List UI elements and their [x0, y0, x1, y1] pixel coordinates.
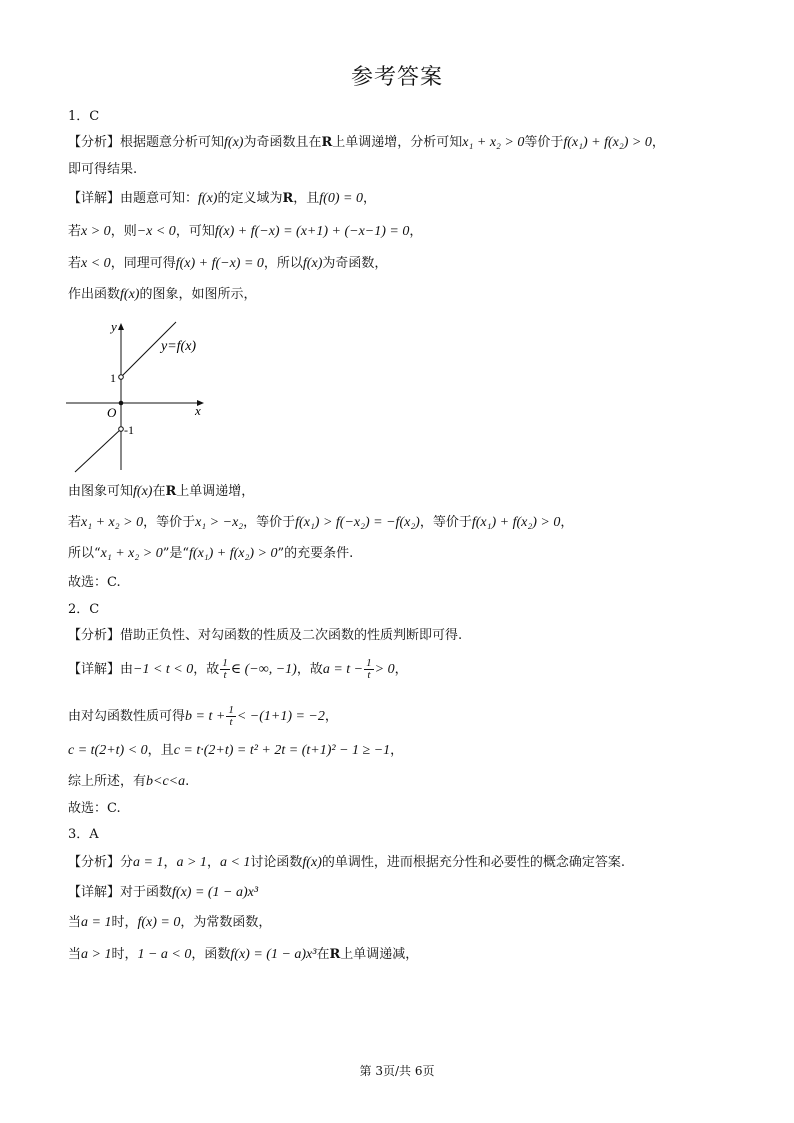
origin-point [119, 401, 124, 406]
q2-summary: 综上所述，有b<c<a. [68, 774, 190, 789]
tick-label-1: 1 [110, 371, 116, 385]
page-title: 参考答案 [350, 65, 443, 90]
q1-detail-domain: 【详解】由题意可知：f(x)的定义域为R，且f(0) = 0， [68, 191, 376, 206]
q1-analysis-result: 即可得结果. [68, 162, 138, 177]
open-point-1 [119, 375, 124, 380]
x-axis-label: x [195, 403, 201, 418]
function-graph [64, 318, 214, 474]
y-axis-label: y [111, 319, 117, 334]
q2-detail-2: 由对勾函数性质可得b = t + $\frac{1}{t}$ < −(1+1) = −2， [68, 704, 338, 728]
q2-detail-1: 【详解】由−1 < t < 0，故 $\frac{1}{t}$ ∈ (−∞, −1)，故a = t − $\frac{1}{t}$ > 0， [68, 657, 408, 681]
q3-analysis: 【分析】分a = 1，a > 1，a < 1讨论函数f(x)的单调性，进而根据充分性和必要性的概念确定答案. [68, 855, 625, 870]
q2-choice: 故选：C. [68, 801, 121, 816]
y-axis-arrow [118, 323, 124, 330]
page-footer: 第 3页/共 6页 [359, 1064, 435, 1078]
q1-analysis: 【分析】根据题意分析可知f(x)为奇函数且在R上单调递增，分析可知x₁ + x₂ > 0等价于f(x₁) + f(x₂) > 0， [68, 135, 665, 150]
q1-choice: 故选：C. [68, 575, 121, 590]
open-point-neg1 [119, 427, 124, 432]
curve-lower-branch [75, 429, 121, 472]
q1-number: 1．C [68, 109, 100, 124]
q3-detail-3: 当a > 1时，1 − a < 0，函数f(x) = (1 − a)x³在R上单调递减， [68, 947, 419, 962]
q1-monotonic: 由图象可知f(x)在R上单调递增， [68, 484, 255, 499]
q1-detail-positive: 若x > 0，则−x < 0，可知f(x) + f(−x) = (x+1) + (−x−1) = 0， [68, 224, 423, 239]
q2-number: 2．C [68, 602, 100, 617]
q2-analysis: 【分析】借助正负性、对勾函数的性质及二次函数的性质判断即可得. [68, 628, 463, 643]
q3-detail-2: 当a = 1时，f(x) = 0，为常数函数， [68, 915, 272, 930]
q1-detail-negative: 若x < 0，同理可得f(x) + f(−x) = 0，所以f(x)为奇函数， [68, 256, 388, 271]
q3-number: 3．A [68, 827, 99, 842]
tick-label-neg1: -1 [124, 423, 134, 437]
q1-conclusion: 所以“x₁ + x₂ > 0”是“f(x₁) + f(x₂) > 0”的充要条件. [68, 546, 354, 561]
q1-equivalence: 若x₁ + x₂ > 0，等价于x₁ > −x₂，等价于f(x₁) > f(−x₂) = −f(x₂)，等价于f(x₁) + f(x₂) > 0， [68, 515, 574, 530]
q2-detail-3: c = t(2+t) < 0，且c = t·(2+t) = t² + 2t = (t+1)² − 1 ≥ −1， [68, 743, 404, 758]
curve-label: y=f(x) [161, 339, 197, 354]
q3-detail-1: 【详解】对于函数f(x) = (1 − a)x³ [68, 885, 259, 900]
q1-graph-intro: 作出函数f(x)的图象，如图所示， [68, 287, 257, 302]
origin-label: O [107, 405, 117, 420]
